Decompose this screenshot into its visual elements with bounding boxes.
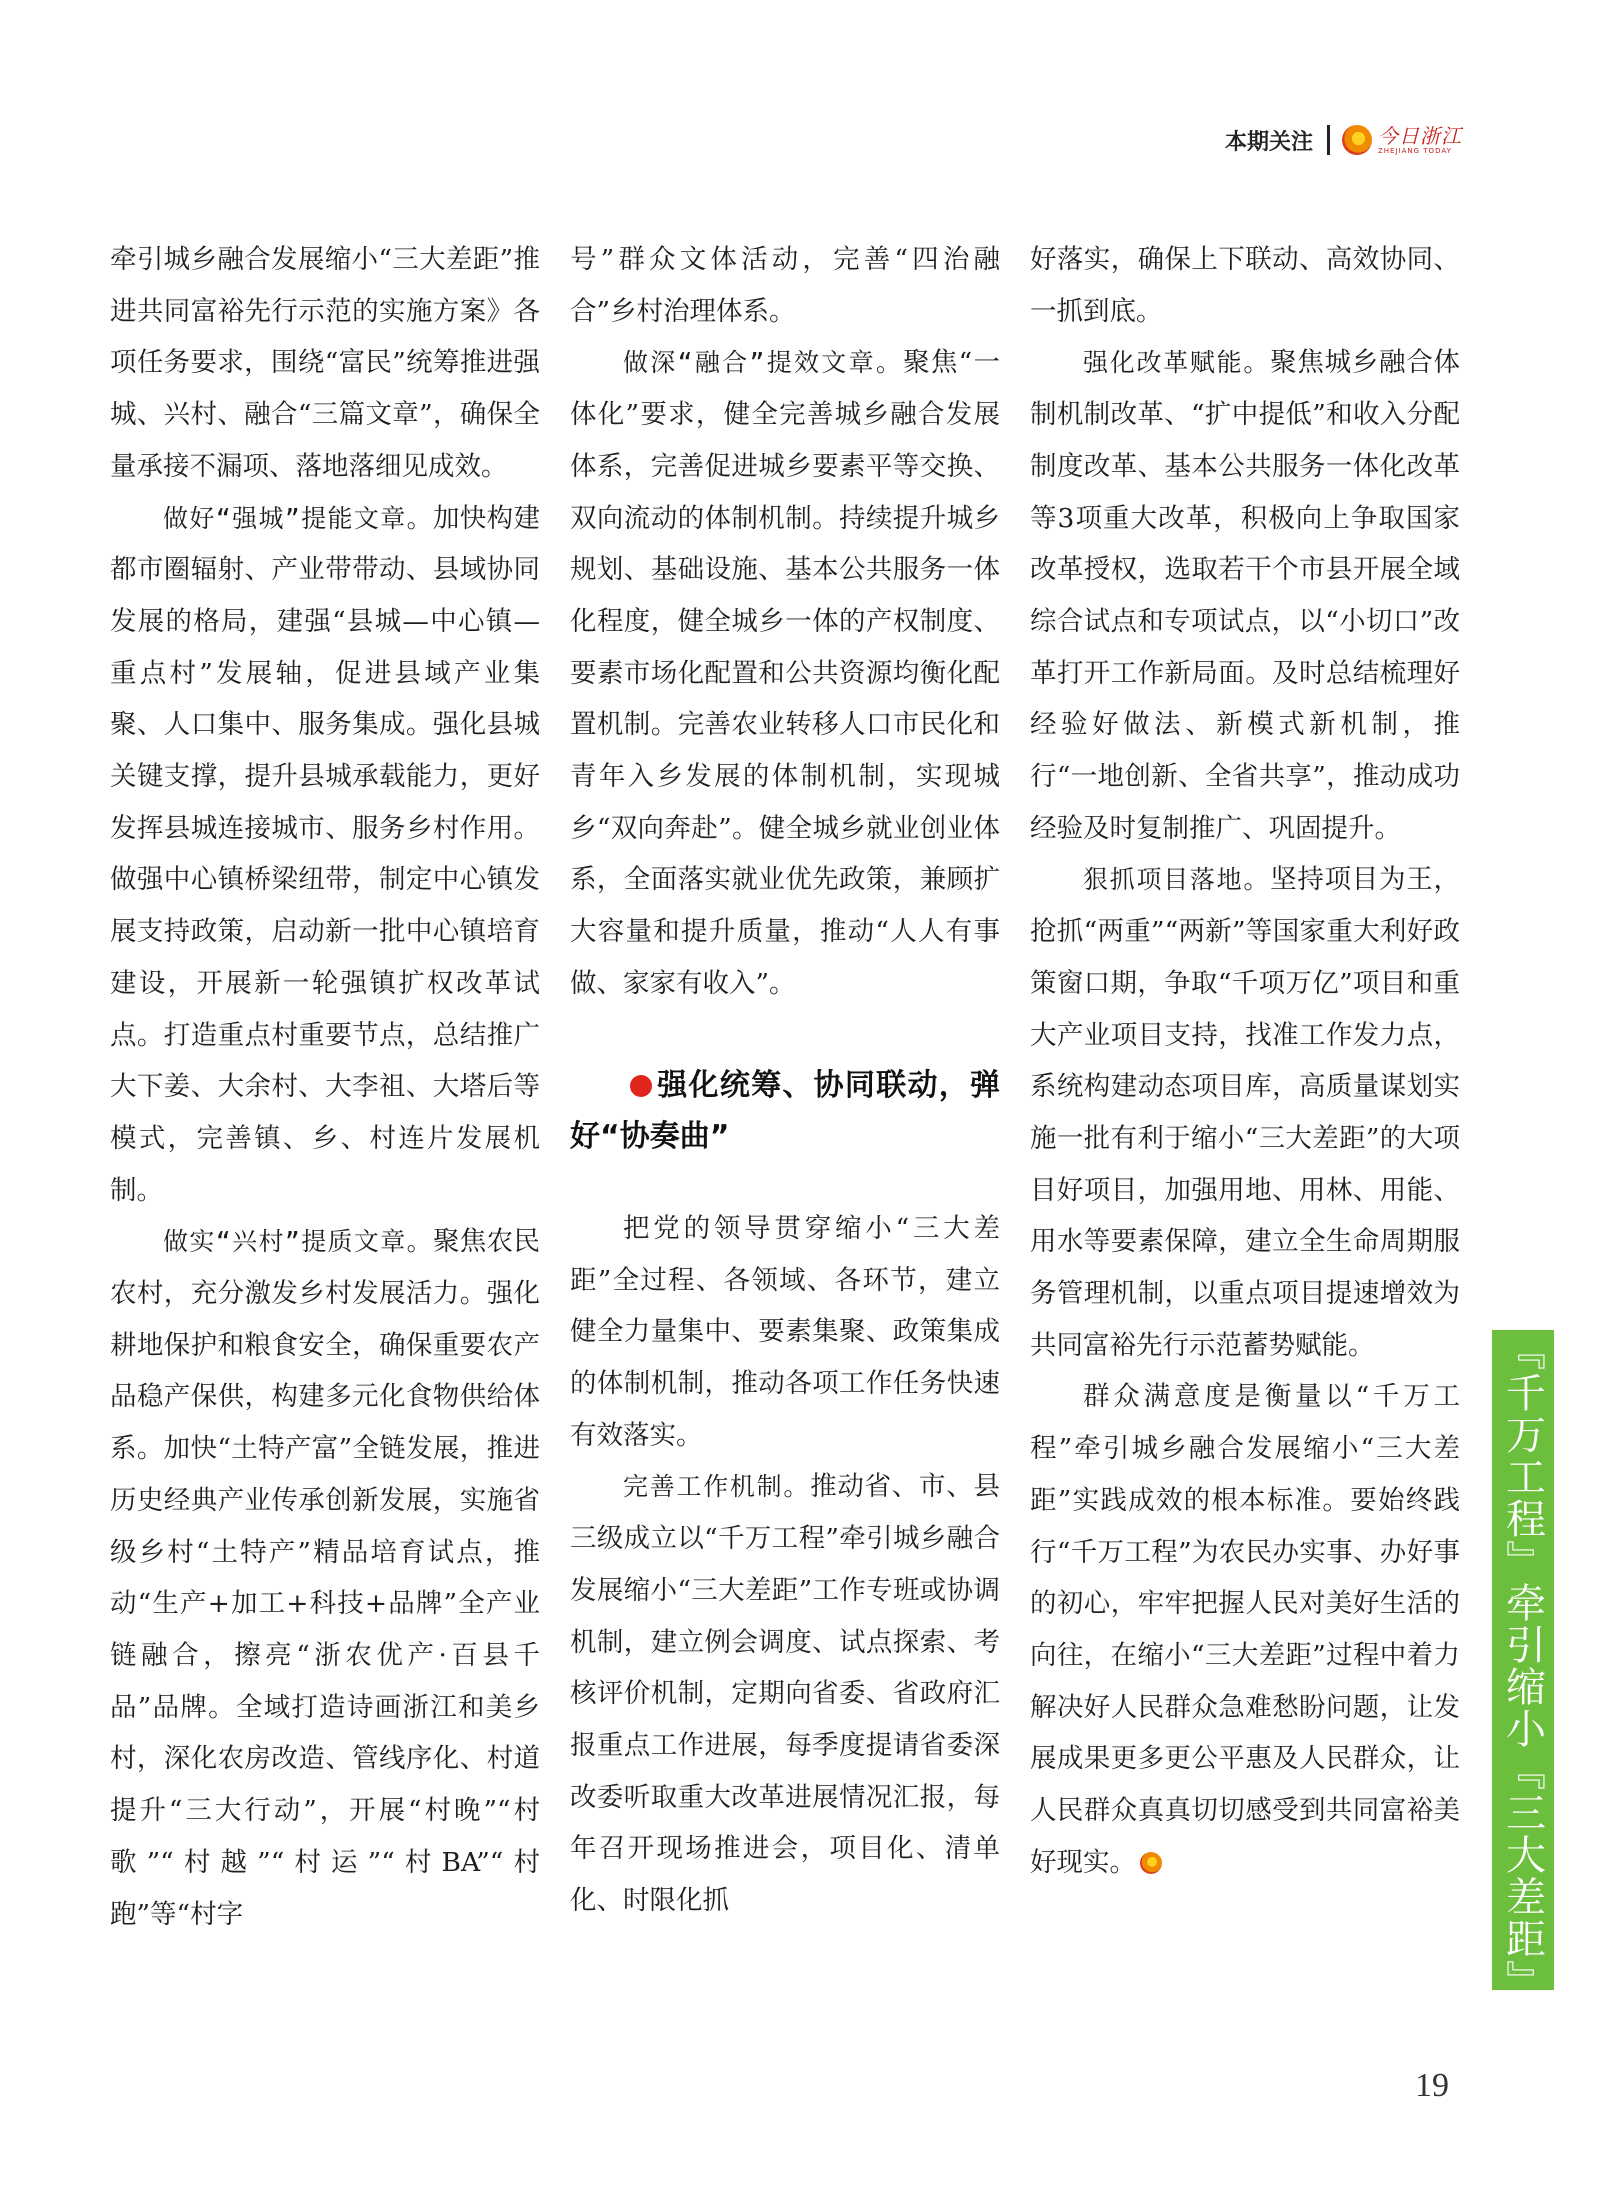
page-number: 19 xyxy=(1415,2067,1449,2104)
paragraph-body: 聚焦“一体化”要求，健全完善城乡融合发展体系，完善促进城乡要素平等交换、双向流动的体制机制。持续提升城乡规划、基础设施、基本公共服务一体化程度，健全城乡一体的产权制度、要素市场化配置和公共资源均衡化配置机制。完善农业转移人口市民化和青年入乡发展的体制机制，实现城乡“双向奔赴”。健全城乡就业创业体系，全面落实就业优先政策，兼顾扩大容量和提升质量，推动“人人有事做、家家有收入”。 xyxy=(570,347,1000,999)
magazine-logo xyxy=(1342,125,1462,155)
paragraph-body: 聚焦农民农村，充分激发乡村发展活力。强化耕地保护和粮食安全，确保重要农产品稳产保供，构建多元化食物供给体系。加快“土特产富”全链发展，推进历史经典产业传承创新发展，实施省级乡村“土特产”精品培育试点，推动“生产+加工+科技+品牌”全产业链融合，擦亮“浙农优产·百县千品”品牌。全域打造诗画浙江和美乡村，深化农房改造、管线序化、村道提升“三大行动”，开展“村晚”“村歌”“村越”“村运”“村BA”“村跑”等“村字 xyxy=(110,1226,541,1930)
section-title: 本期关注 xyxy=(1224,129,1313,155)
paragraph xyxy=(1030,337,1460,854)
page-header xyxy=(1225,118,1462,162)
paragraph-lead: 做好“强城”提能文章。 xyxy=(163,503,433,533)
paragraph xyxy=(570,1461,1000,1926)
logo-chinese-name: 今日浙江 xyxy=(1378,123,1462,148)
end-mark-icon xyxy=(1140,1852,1162,1874)
paragraph-body: 聚焦城乡融合体制机制改革、“扩中提低”和收入分配制度改革、基本公共服务一体化改革等3项重大改革，积极向上争取国家改革授权，选取若干个市县开展全域综合试点和专项试点，以“小切口”改革打开工作新局面。及时总结梳理好经验好做法、新模式新机制，推行“一地创新、全省共享”，推动成功经验及时复制推广、巩固提升。 xyxy=(1030,347,1460,844)
paragraph-body: 群众满意度是衡量以“千万工程”牵引城乡融合发展缩小“三大差距”实践成效的根本标准。要始终践行“千万工程”为农民办实事、办好事的初心，牢牢把握人民对美好生活的向往，在缩小“三大差距”过程中着力解决好人民群众急难愁盼问题，让发展成果更多更公平惠及人民群众，让人民群众真真切切感受到共同富裕美好现实。 xyxy=(1030,1381,1460,1878)
subheading-text: 强化统筹、协同联动，弹好“协奏曲” xyxy=(570,1067,1000,1155)
text-column-2 xyxy=(570,234,1000,1927)
logo-english-name: ZHEJIANG TODAY xyxy=(1378,146,1452,155)
topic-sidebar xyxy=(1492,1330,1554,2002)
header-divider xyxy=(1327,125,1330,155)
sidebar-title: 『千万工程』牵引缩小『三大差距』 xyxy=(1499,1330,1546,2002)
paragraph xyxy=(110,1216,540,1940)
paragraph xyxy=(110,493,540,1217)
paragraph-lead: 做实“兴村”提质文章。 xyxy=(163,1227,433,1257)
section-subheading xyxy=(570,1060,1000,1163)
paragraph: 把党的领导贯穿缩小“三大差距”全过程、各领域、各环节，建立健全力量集中、要素集聚、政策集成的体制机制，推动各项工作任务快速有效落实。 xyxy=(570,1212,1000,1451)
paragraph xyxy=(1030,1371,1460,1888)
red-bullet-icon xyxy=(630,1075,652,1097)
text-column-1 xyxy=(110,234,540,1940)
paragraph xyxy=(1030,854,1460,1371)
paragraph-lead: 完善工作机制。 xyxy=(623,1472,811,1502)
paragraph: 好落实，确保上下联动、高效协同、一抓到底。 xyxy=(1030,244,1460,327)
paragraph-lead: 狠抓项目落地。 xyxy=(1083,865,1271,895)
text-column-3 xyxy=(1030,234,1460,1889)
paragraph xyxy=(570,337,1000,1009)
paragraph-lead: 强化改革赋能。 xyxy=(1083,348,1271,378)
logo-sun-icon xyxy=(1342,125,1372,155)
paragraph-body: 推动省、市、县三级成立以“千万工程”牵引城乡融合发展缩小“三大差距”工作专班或协调机制，建立例会调度、试点探索、考核评价机制，定期向省委、省政府汇报重点工作进展，每季度提请省委深改委听取重大改革进展情况汇报，每年召开现场推进会，项目化、清单化、时限化抓 xyxy=(570,1471,1000,1917)
paragraph-lead: 做深“融合”提效文章。 xyxy=(623,348,904,378)
paragraph-body: 加快构建都市圈辐射、产业带带动、县域协同发展的格局，建强“县城—中心镇—重点村”发展轴，促进县域产业集聚、人口集中、服务集成。强化县城关键支撑，提升县城承载能力，更好发挥县城连接城市、服务乡村作用。做强中心镇桥梁纽带，制定中心镇发展支持政策，启动新一批中心镇培育建设，开展新一轮强镇扩权改革试点。打造重点村重要节点，总结推广大下姜、大余村、大李祖、大塔后等模式，完善镇、乡、村连片发展机制。 xyxy=(110,502,541,1206)
paragraph: 牵引城乡融合发展缩小“三大差距”推进共同富裕先行示范的实施方案》各项任务要求，围绕“富民”统筹推进强城、兴村、融合“三篇文章”，确保全量承接不漏项、落地落细见成效。 xyxy=(110,244,540,482)
paragraph-body: 坚持项目为王，抢抓“两重”“两新”等国家重大利好政策窗口期，争取“千项万亿”项目和重大产业项目支持，找准工作发力点，系统构建动态项目库，高质量谋划实施一批有利于缩小“三大差距”的大项目好项目，加强用地、用林、用能、用水等要素保障，建立全生命周期服务管理机制，以重点项目提速增效为共同富裕先行示范蓄势赋能。 xyxy=(1030,864,1460,1361)
paragraph: 号”群众文体活动，完善“四治融合”乡村治理体系。 xyxy=(570,244,1000,327)
